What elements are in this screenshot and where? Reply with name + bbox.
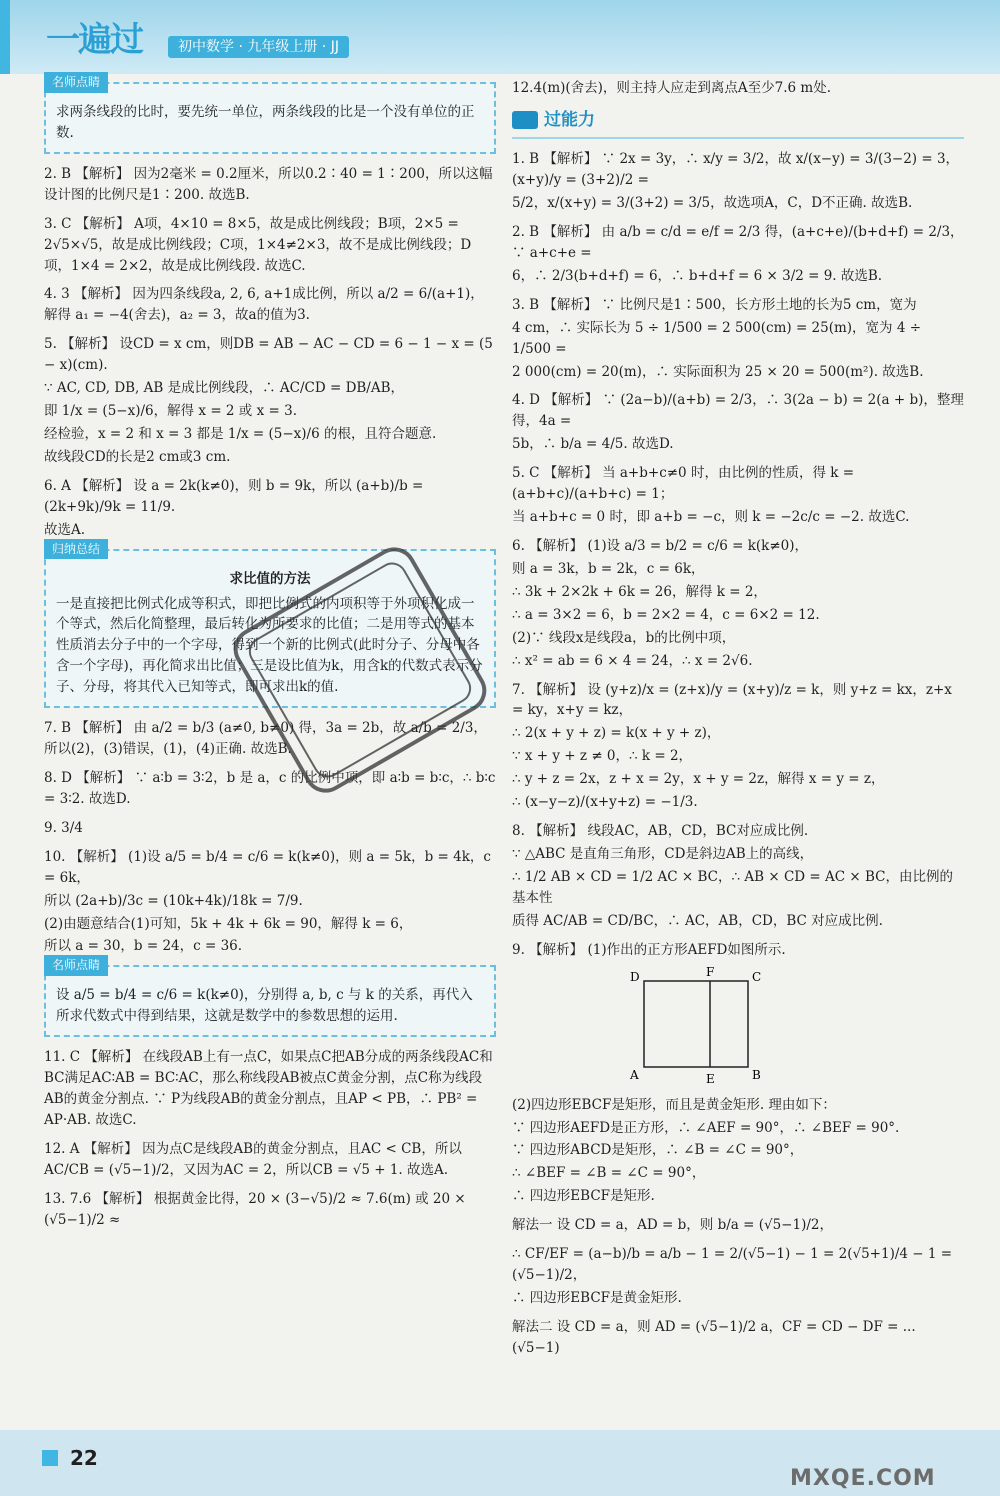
ability-9-line2: (2)四边形EBCF是矩形，而且是黄金矩形. 理由如下： — [512, 1096, 836, 1113]
section-header — [512, 107, 964, 139]
ability-8-line1: 8. 【解析】 线段AC，AB，CD，BC对应成比例. — [512, 823, 809, 840]
ability-9-line4: ∵ 四边形ABCD是矩形，∴ ∠B = ∠C = 90°， — [512, 1142, 804, 1159]
tip-title: 求比值的方法 — [229, 570, 311, 587]
ability-9-line3: ∵ 四边形AEFD是正方形，∴ ∠AEF = 90°，∴ ∠BEF = 90°. — [512, 1119, 900, 1136]
label-c: C — [752, 969, 762, 984]
answer-5-line4: 经检验，x = 2 和 x = 3 都是 1/x = (5−x)/6 的根，且符合题意. — [44, 425, 437, 442]
brand-logo: 一遍过 — [46, 20, 142, 60]
answer-12: 12. A 【解析】 因为点C是线段AB的黄金分割点，且AC < CB，所以 AC/CB = (√5−1)/2，又因为AC = 2，所以CB = √5 + 1. 故选A. — [44, 1140, 462, 1178]
ability-3-line3: 2 000(cm) = 20(m)，∴ 实际面积为 25 × 20 = 500(m²). 故选B. — [512, 363, 924, 380]
answer-4: 4. 3 【解析】 因为四条线段a, 2, 6, a+1成比例，所以 a/2 = 6/(a+1)，解得 a₁ = −4(舍去)，a₂ = 3，故a的值为3. — [44, 286, 484, 324]
ability-5-line1: 5. C 【解析】 当 a+b+c≠0 时，由比例的性质，得 k = (a+b+c)/(a+b+c) = 1； — [512, 465, 855, 503]
ability-4-line2: 5b，∴ b/a = 4/5. 故选D. — [512, 436, 674, 453]
rectangle-figure — [624, 967, 794, 1085]
ability-1-line2: 5/2，x/(x+y) = 3/(3+2) = 3/5，故选项A，C，D不正确. 故选B. — [512, 195, 913, 212]
tip-box-2 — [44, 541, 496, 709]
ability-6-line1: 6. 【解析】 (1)设 a/3 = b/2 = c/6 = k(k≠0)， — [512, 538, 809, 555]
ability-6-line3: ∴ 3k + 2×2k + 6k = 26，解得 k = 2， — [512, 583, 767, 600]
answer-6: 6. A 【解析】 设 a = 2k(k≠0)，则 b = 9k，所以 (a+b)/b = (2k+9k)/9k = 11/9. — [44, 477, 424, 515]
answer-13-continued: 12.4(m)(舍去)，则主持人应走到离点A至少7.6 m处. — [512, 80, 832, 96]
label-f: F — [706, 966, 715, 979]
section-icon — [512, 111, 538, 129]
answer-13: 13. 7.6 【解析】 根据黄金比得，20 × (3−√5)/2 ≈ 7.6(m) 或 20 × (√5−1)/2 ≈ — [44, 1190, 466, 1228]
watermark-url: MXQE.COM — [790, 1466, 936, 1491]
ability-3-line2: 4 cm，∴ 实际长为 5 ÷ 1/500 = 2 500(cm) = 25(m)，宽为 4 ÷ 1/500 = — [512, 319, 922, 357]
tip-box-label: 名师点睛 — [44, 955, 108, 976]
answer-11: 11. C 【解析】 在线段AB上有一点C，如果点C把AB分成的两条线段AC和BC满足AC∶AB = BC∶AC，那么称线段AB被点C黄金分割，点C称为线段AB的黄金分割点. ∵ P为线段AB的黄金分割点，且AP < PB，∴ PB² = AP·AB. 故选C. — [44, 1049, 493, 1128]
ability-9-method1-result: ∴ 四边形EBCF是黄金矩形. — [512, 1289, 682, 1306]
label-a: A — [630, 1067, 639, 1082]
ability-8-line4: 质得 AC/AB = CD/BC，∴ AC，AB，CD，BC 对应成比例. — [512, 912, 883, 929]
ability-8-line2: ∵ △ABC 是直角三角形，CD是斜边AB上的高线， — [512, 846, 814, 862]
page-marker — [42, 1450, 58, 1466]
tip-text: 求两条线段的比时，要先统一单位，两条线段的比是一个没有单位的正数. — [56, 104, 475, 141]
answer-10-line3: (2)由题意结合(1)可知，5k + 4k + 6k = 90，解得 k = 6， — [44, 915, 413, 932]
ability-6-line4: ∴ a = 3×2 = 6，b = 2×2 = 4，c = 6×2 = 12. — [512, 606, 820, 623]
rectangle-diagram — [624, 967, 794, 1085]
answer-10-line4: 所以 a = 30，b = 24，c = 36. — [44, 938, 243, 955]
ability-2-line2: 6，∴ 2/3(b+d+f) = 6，∴ b+d+f = 6 × 3/2 = 9. 故选B. — [512, 267, 883, 284]
answer-9: 9. 3/4 — [44, 819, 83, 836]
answer-5-line1: 5. 【解析】 设CD = x cm，则DB = AB − AC − CD = 6 − 1 − x = (5 − x)(cm). — [44, 336, 493, 374]
answer-10-line2: 所以 (2a+b)/3c = (10k+4k)/18k = 7/9. — [44, 892, 303, 909]
header-accent-strip — [0, 0, 10, 74]
ability-9-method1-calc: ∴ CF/EF = (a−b)/b = a/b − 1 = 2/(√5−1) − 1 = 2(√5+1)/4 − 1 = (√5−1)/2， — [512, 1246, 953, 1284]
answer-10-line1: 10. 【解析】 (1)设 a/5 = b/4 = c/6 = k(k≠0)，则 a = 5k，b = 4k，c = 6k， — [44, 848, 491, 886]
ability-6-line2: 则 a = 3k，b = 2k，c = 6k， — [512, 560, 705, 577]
ability-3-line1: 3. B 【解析】 ∵ 比例尺是1∶500，长方形土地的长为5 cm，宽为 — [512, 296, 917, 313]
ability-6-line6: ∴ x² = ab = 6 × 4 = 24，∴ x = 2√6. — [512, 652, 753, 669]
ability-7-line5: ∴ (x−y−z)/(x+y+z) = −1/3. — [512, 794, 698, 811]
left-column — [44, 75, 496, 1239]
answer-5-line3: 即 1/x = (5−x)/6，解得 x = 2 或 x = 3. — [44, 403, 297, 420]
answer-6-conclusion: 故选A. — [44, 521, 86, 538]
rect-abcd — [644, 981, 748, 1067]
tip-text: 一是直接把比例式化成等积式，即把比例式的内项积等于外项积化成一个等式，然后化简整理，最后转化为所要求的比值；二是用等式的基本性质消去分子中的一个字母，得到一个新的比例式(此时分子、分母中各含一个字母)，再化简求出比值；三是设比值为k，用含k的代数式表示分子、分母，将其代入已知等式，即可求出k的值. — [56, 595, 483, 696]
tip-text: 设 a/5 = b/4 = c/6 = k(k≠0)，分别得 a, b, c 与 k 的关系，再代入所求代数式中得到结果，这就是数学中的参数思想的运用. — [56, 987, 473, 1025]
tip-box-1 — [44, 75, 496, 154]
ability-8-line3: ∴ 1/2 AB × CD = 1/2 AC × BC，∴ AB × CD = AC × BC，由比例的基本性 — [512, 868, 953, 906]
label-e: E — [706, 1071, 715, 1085]
answer-5-line5: 故线段CD的长是2 cm或3 cm. — [44, 448, 231, 465]
label-d: D — [630, 969, 640, 984]
page-number: 22 — [70, 1446, 98, 1470]
label-b: B — [752, 1067, 761, 1082]
page-header — [0, 0, 1000, 74]
answer-8: 8. D 【解析】 ∵ a∶b = 3∶2，b 是 a，c 的比例中项，即 a∶b = b∶c，∴ b∶c = 3∶2. 故选D. — [44, 769, 496, 807]
ability-5-line2: 当 a+b+c = 0 时，即 a+b = −c，则 k = −2c/c = −2. 故选C. — [512, 509, 910, 526]
tip-box-3 — [44, 958, 496, 1037]
ability-9-method1: 解法一 设 CD = a，AD = b，则 b/a = (√5−1)/2， — [512, 1217, 833, 1234]
right-column — [512, 78, 964, 1367]
tip-box-label: 名师点睛 — [44, 72, 108, 93]
ability-9-method2: 解法二 设 CD = a，则 AD = (√5−1)/2 a，CF = CD − DF = ... (√5−1) — [512, 1318, 916, 1356]
answer-2: 2. B 【解析】 因为2毫米 = 0.2厘米，所以0.2∶40 = 1∶200，所以这幅设计图的比例尺是1∶200. 故选B. — [44, 165, 493, 203]
answer-3: 3. C 【解析】 A项，4×10 = 8×5，故是成比例线段；B项，2×5 = 2√5×√5，故是成比例线段；C项，1×4≠2×3，故不是成比例线段；D项，1×4 = 2×2，故是成比例线段. 故选C. — [44, 215, 472, 274]
ability-1-line1: 1. B 【解析】 ∵ 2x = 3y，∴ x/y = 3/2，故 x/(x−y) = 3/(3−2) = 3，(x+y)/y = (3+2)/2 = — [512, 151, 960, 189]
ability-4-line1: 4. D 【解析】 ∵ (2a−b)/(a+b) = 2/3，∴ 3(2a − b) = 2(a + b)，整理得，4a = — [512, 392, 964, 430]
ability-2-line1: 2. B 【解析】 由 a/b = c/d = e/f = 2/3 得，(a+c+e)/(b+d+f) = 2/3，∵ a+c+e = — [512, 224, 964, 261]
ability-6-line5: (2)∵ 线段x是线段a，b的比例中项， — [512, 629, 736, 646]
ability-9-line6: ∴ 四边形EBCF是矩形. — [512, 1188, 655, 1205]
section-title: 过能力 — [544, 109, 595, 130]
ability-7-line2: ∴ 2(x + y + z) = k(x + y + z)， — [512, 725, 721, 742]
ability-9-line5: ∴ ∠BEF = ∠B = ∠C = 90°， — [512, 1165, 706, 1182]
ability-9-line1: 9. 【解析】 (1)作出的正方形AEFD如图所示. — [512, 941, 786, 958]
book-subtitle: 初中数学 · 九年级上册 · JJ — [168, 36, 349, 58]
ability-7-line3: ∵ x + y + z ≠ 0，∴ k = 2， — [512, 748, 693, 765]
ability-7-line1: 7. 【解析】 设 (y+z)/x = (z+x)/y = (x+y)/z = k，则 y+z = kx，z+x = ky，x+y = kz， — [512, 681, 952, 719]
answer-7: 7. B 【解析】 由 a/2 = b/3 (a≠0, b≠0) 得，3a = 2b，故 a/b = 2/3，所以(2)，(3)错误，(1)，(4)正确. 故选B. — [44, 720, 487, 758]
tip-box-label: 归纳总结 — [44, 539, 108, 560]
ability-7-line4: ∴ y + z = 2x，z + x = 2y，x + y = 2z，解得 x = y = z， — [512, 771, 885, 788]
answer-5-line2: ∵ AC, CD, DB, AB 是成比例线段，∴ AC/CD = DB/AB， — [44, 380, 405, 397]
